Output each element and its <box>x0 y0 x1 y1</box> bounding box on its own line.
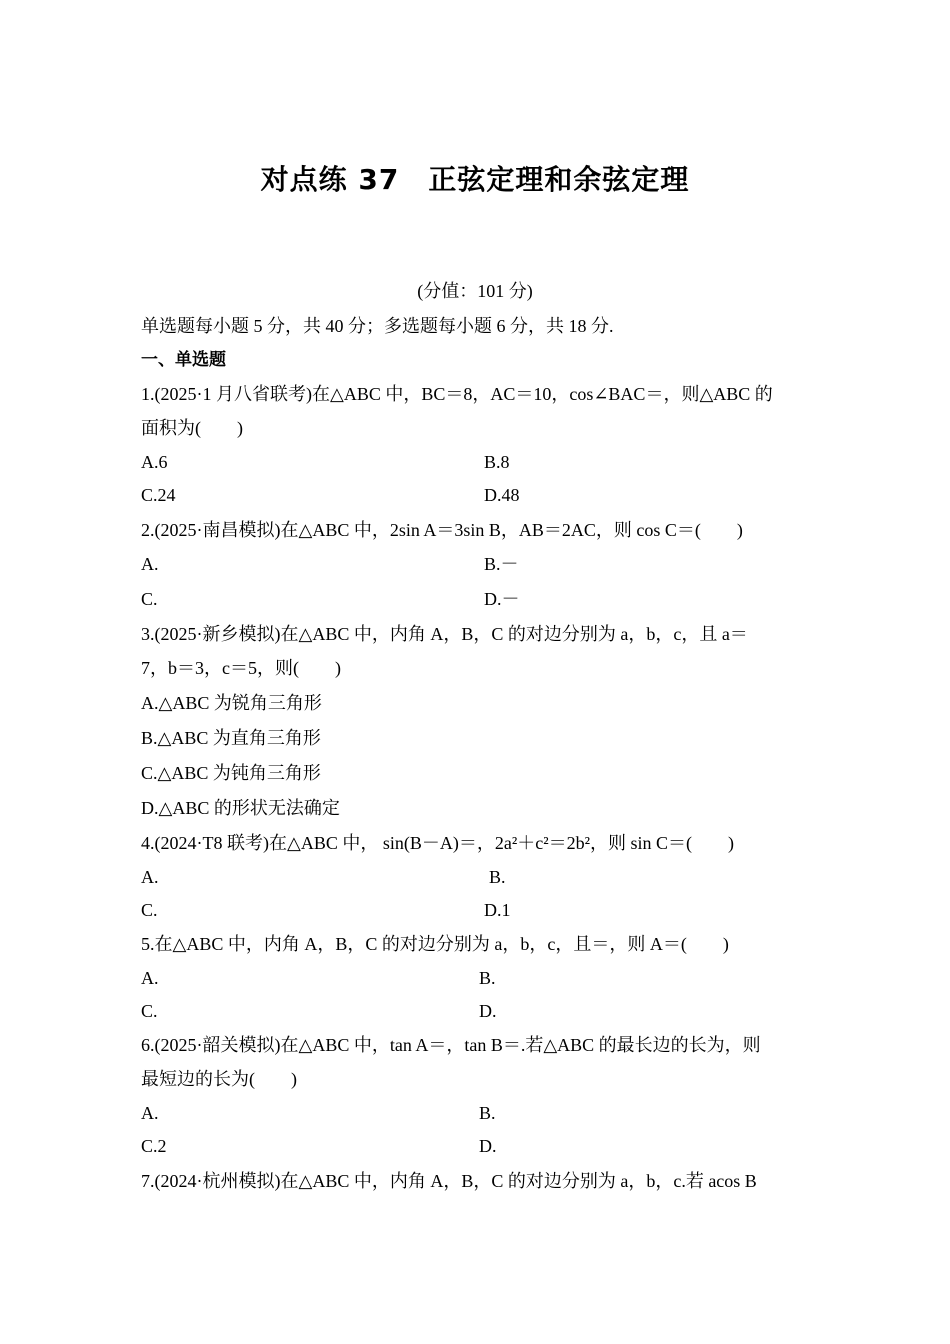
question-6-option-a: A. <box>141 1103 159 1123</box>
question-1-option-d: D.48 <box>484 485 520 505</box>
question-3-option-b: B.△ABC 为直角三角形 <box>141 728 321 748</box>
question-2-stem: 2.(2025·南昌模拟)在△ABC 中，2sin A＝3sin B，AB＝2AC，则 cos C＝( ) <box>141 520 743 540</box>
question-2-option-c: C. <box>141 589 158 609</box>
question-3-option-a: A.△ABC 为锐角三角形 <box>141 693 322 713</box>
question-4-stem: 4.(2024·T8 联考)在△ABC 中， sin(B－A)＝，2a²＋c²＝2b²，则 sin C＝( ) <box>141 833 734 853</box>
question-5-option-b: B. <box>479 968 496 988</box>
question-4-option-a: A. <box>141 867 159 887</box>
question-1-option-b: B.8 <box>484 452 510 472</box>
question-6-option-d: D. <box>479 1136 497 1156</box>
question-1-option-c: C.24 <box>141 485 176 505</box>
question-3-option-d: D.△ABC 的形状无法确定 <box>141 798 340 818</box>
question-6-stem-cont: 最短边的长为( ) <box>141 1069 297 1089</box>
question-5-option-d: D. <box>479 1001 497 1021</box>
question-3-stem: 3.(2025·新乡模拟)在△ABC 中，内角 A，B，C 的对边分别为 a，b，c，且 a＝ <box>141 624 748 644</box>
question-6-option-c: C.2 <box>141 1136 167 1156</box>
question-3-option-c: C.△ABC 为钝角三角形 <box>141 763 321 783</box>
page-title: 对点练 37 正弦定理和余弦定理 <box>260 163 690 196</box>
question-7-stem: 7.(2024·杭州模拟)在△ABC 中，内角 A，B，C 的对边分别为 a，b，c.若 acos B <box>141 1171 757 1191</box>
instructions: 单选题每小题 5 分，共 40 分；多选题每小题 6 分，共 18 分. <box>141 316 614 336</box>
question-2-option-a: A. <box>141 554 159 574</box>
question-5-stem: 5.在△ABC 中，内角 A，B，C 的对边分别为 a，b，c，且＝，则 A＝( ) <box>141 934 729 954</box>
question-2-option-d: D.－ <box>484 589 520 609</box>
question-1-option-a: A.6 <box>141 452 168 472</box>
question-6-option-b: B. <box>479 1103 496 1123</box>
question-4-option-b: B. <box>489 867 506 887</box>
question-5-option-c: C. <box>141 1001 158 1021</box>
score-note: (分值：101 分) <box>417 281 533 301</box>
question-3-stem-cont: 7，b＝3，c＝5，则( ) <box>141 658 341 678</box>
question-2-option-b: B.－ <box>484 554 519 574</box>
question-5-option-a: A. <box>141 968 159 988</box>
question-4-option-d: D.1 <box>484 900 511 920</box>
question-4-option-c: C. <box>141 900 158 920</box>
question-1-stem-cont: 面积为( ) <box>141 418 243 438</box>
section-heading-single-choice: 一、单选题 <box>141 350 226 370</box>
question-6-stem: 6.(2025·韶关模拟)在△ABC 中，tan A＝，tan B＝.若△ABC 的最长边的长为，则 <box>141 1035 761 1055</box>
question-1-stem: 1.(2025·1 月八省联考)在△ABC 中，BC＝8，AC＝10，cos∠BAC＝，则△ABC 的 <box>141 384 773 404</box>
